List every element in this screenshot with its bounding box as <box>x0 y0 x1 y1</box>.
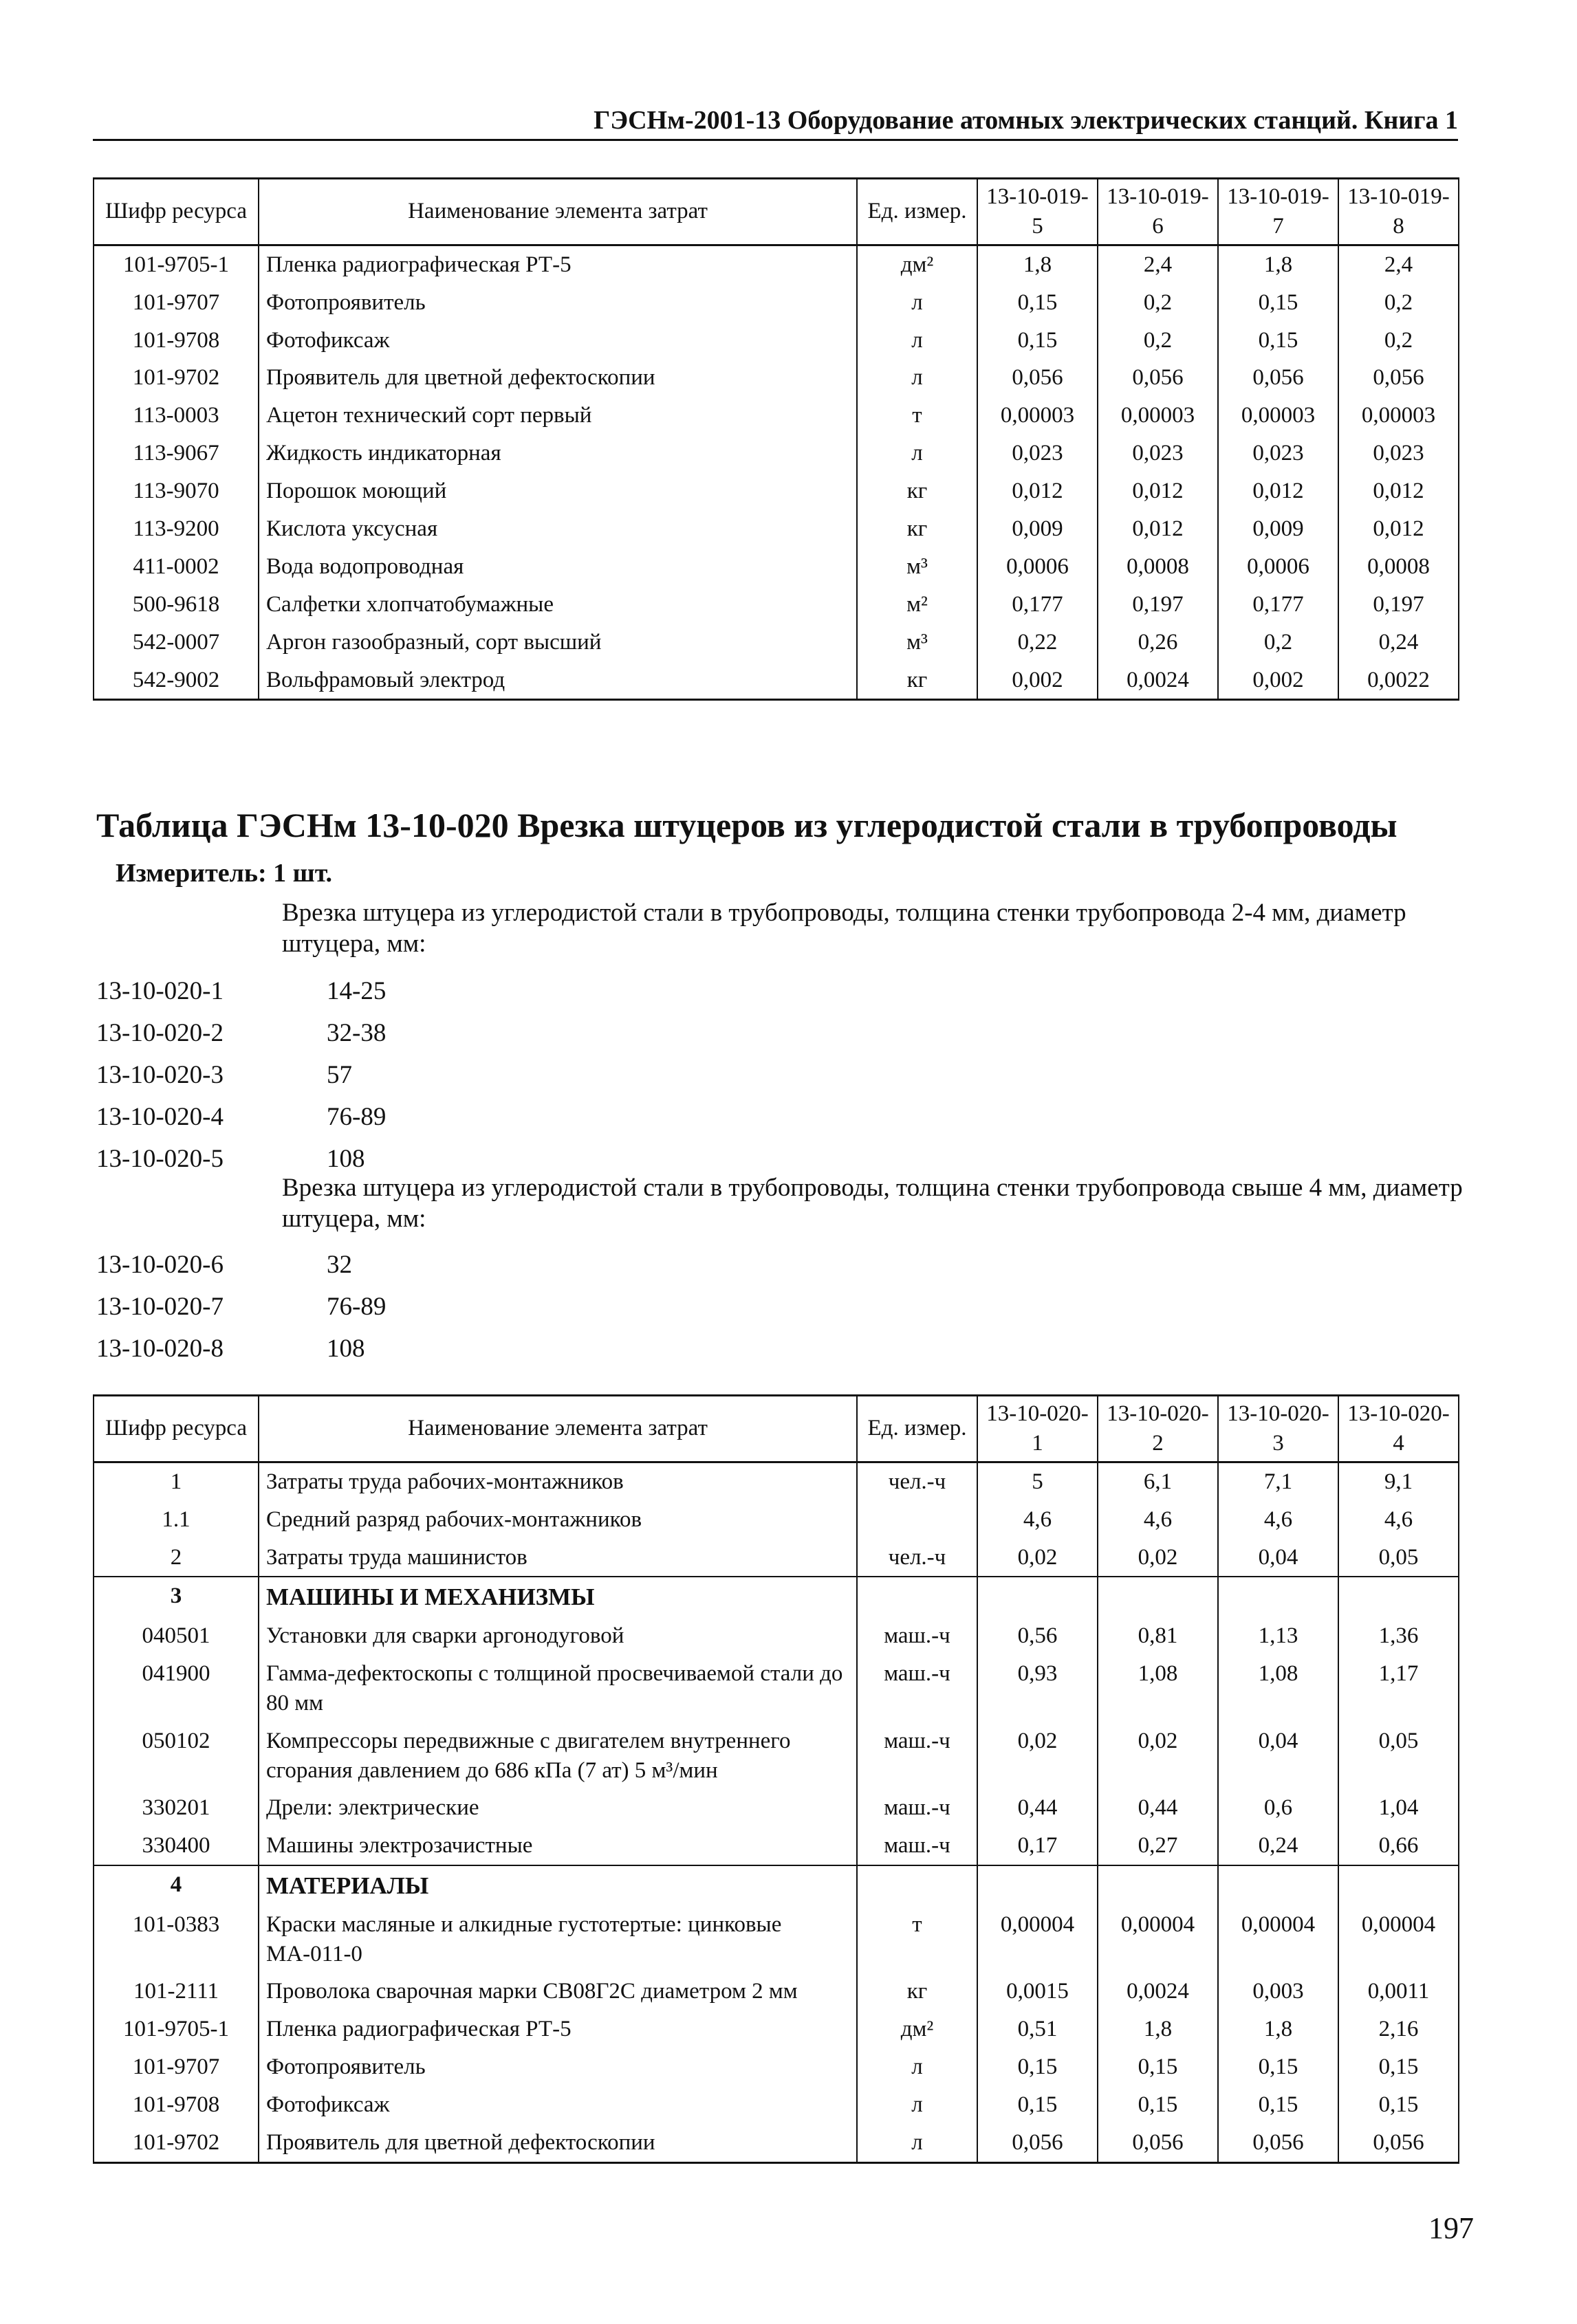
table-row <box>94 1655 1459 1722</box>
column-header: Наименование элемента затрат <box>259 1396 857 1462</box>
resource-name: Жидкость индикаторная <box>259 435 857 472</box>
item-code: 13-10-020-4 <box>96 1103 224 1131</box>
resource-value: 7,1 <box>1218 1462 1338 1500</box>
resource-value: 0,0006 <box>1218 548 1338 586</box>
resource-value <box>977 1577 1098 1617</box>
resource-value: 0,00003 <box>1098 397 1218 435</box>
resource-value: 0,22 <box>977 624 1098 661</box>
table-row <box>94 2048 1459 2086</box>
table-row <box>94 548 1459 586</box>
resource-value: 0,00004 <box>1338 1906 1459 1973</box>
column-header: Наименование элемента затрат <box>259 179 857 245</box>
resource-unit: л <box>857 435 977 472</box>
table-row <box>94 2010 1459 2048</box>
resource-name: Вольфрамовый электрод <box>259 661 857 700</box>
resource-value: 0,15 <box>1218 2048 1338 2086</box>
resource-value: 0,056 <box>977 2124 1098 2162</box>
resource-name: Кислота уксусная <box>259 510 857 548</box>
table-row <box>94 245 1459 283</box>
column-header: 13-10-019-7 <box>1218 179 1338 245</box>
item-code: 13-10-020-2 <box>96 1019 224 1047</box>
item-code: 13-10-020-7 <box>96 1293 224 1321</box>
resource-value: 0,197 <box>1098 586 1218 624</box>
resource-value: 0,56 <box>977 1617 1098 1655</box>
resource-unit: чел.-ч <box>857 1462 977 1500</box>
measure-value: 1 шт. <box>273 859 333 888</box>
resource-code: 113-9200 <box>94 510 259 548</box>
resource-code: 542-9002 <box>94 661 259 700</box>
resource-name: Порошок моющий <box>259 472 857 510</box>
item-code: 13-10-020-3 <box>96 1061 224 1089</box>
resource-code: 101-9702 <box>94 359 259 397</box>
table-row <box>94 1827 1459 1865</box>
resource-value: 0,00004 <box>1218 1906 1338 1973</box>
resource-code: 101-9708 <box>94 2086 259 2124</box>
resource-code: 113-0003 <box>94 397 259 435</box>
table-row <box>94 1973 1459 2010</box>
table-row <box>94 1501 1459 1539</box>
resource-unit: м³ <box>857 624 977 661</box>
resource-code: 101-9708 <box>94 322 259 360</box>
column-header: Шифр ресурса <box>94 179 259 245</box>
resource-value: 0,002 <box>977 661 1098 700</box>
resource-value: 0,51 <box>977 2010 1098 2048</box>
resource-name: Дрели: электрические <box>259 1789 857 1827</box>
resource-code: 040501 <box>94 1617 259 1655</box>
resource-value: 2,16 <box>1338 2010 1459 2048</box>
resource-value: 0,177 <box>1218 586 1338 624</box>
resource-value: 0,15 <box>1338 2048 1459 2086</box>
resource-value: 2,4 <box>1338 245 1459 283</box>
resource-unit: маш.-ч <box>857 1655 977 1722</box>
resource-value: 0,012 <box>1338 472 1459 510</box>
resource-name: Краски масляные и алкидные густотертые: цинковые МА-011-0 <box>259 1906 857 1973</box>
resource-value: 1,8 <box>1098 2010 1218 2048</box>
resource-value: 4,6 <box>1098 1501 1218 1539</box>
resource-value: 0,023 <box>1218 435 1338 472</box>
resource-table-020 <box>93 1394 1459 2164</box>
resource-code: 041900 <box>94 1655 259 1722</box>
resource-value: 1,13 <box>1218 1617 1338 1655</box>
resource-name: МАТЕРИАЛЫ <box>259 1865 857 1906</box>
resource-name: Пленка радиографическая РТ-5 <box>259 245 857 283</box>
table-row <box>94 1722 1459 1790</box>
resource-code: 101-0383 <box>94 1906 259 1973</box>
resource-unit: кг <box>857 1973 977 2010</box>
resource-value <box>1098 1865 1218 1906</box>
item-name: 108 <box>327 1335 365 1363</box>
resource-value <box>1218 1865 1338 1906</box>
resource-value: 0,00003 <box>977 397 1098 435</box>
resource-code: 330201 <box>94 1789 259 1827</box>
resource-value <box>1338 1865 1459 1906</box>
resource-value: 1,8 <box>1218 2010 1338 2048</box>
resource-value: 0,26 <box>1098 624 1218 661</box>
resource-value: 9,1 <box>1338 1462 1459 1500</box>
resource-name: Компрессоры передвижные с двигателем внутреннего сгорания давлением до 686 кПа (7 ат) 5 м³/мин <box>259 1722 857 1790</box>
resource-value: 0,2 <box>1098 322 1218 360</box>
table-row <box>94 359 1459 397</box>
table-row <box>94 2124 1459 2162</box>
resource-code: 330400 <box>94 1827 259 1865</box>
resource-value: 0,00003 <box>1218 397 1338 435</box>
column-header: 13-10-019-6 <box>1098 179 1218 245</box>
item-code: 13-10-020-8 <box>96 1335 224 1363</box>
resource-value: 0,197 <box>1338 586 1459 624</box>
resource-value <box>1218 1577 1338 1617</box>
table-row <box>94 1617 1459 1655</box>
resource-value: 0,003 <box>1218 1973 1338 2010</box>
resource-value: 0,009 <box>977 510 1098 548</box>
resource-code: 1.1 <box>94 1501 259 1539</box>
resource-value: 0,15 <box>977 284 1098 322</box>
resource-value: 0,6 <box>1218 1789 1338 1827</box>
resource-value: 0,81 <box>1098 1617 1218 1655</box>
resource-name: Пленка радиографическая РТ-5 <box>259 2010 857 2048</box>
column-header: Ед. измер. <box>857 179 977 245</box>
resource-value: 0,009 <box>1218 510 1338 548</box>
resource-code: 113-9070 <box>94 472 259 510</box>
running-header: ГЭСНм-2001-13 Оборудование атомных электрических станций. Книга 1 <box>93 103 1458 141</box>
resource-value: 0,02 <box>1098 1539 1218 1577</box>
resource-unit: л <box>857 2124 977 2162</box>
resource-value: 0,15 <box>1218 322 1338 360</box>
resource-value: 1,8 <box>977 245 1098 283</box>
resource-value: 0,0008 <box>1338 548 1459 586</box>
resource-value: 1,04 <box>1338 1789 1459 1827</box>
table-row <box>94 322 1459 360</box>
resource-name: Фотофиксаж <box>259 2086 857 2124</box>
resource-value: 0,24 <box>1338 624 1459 661</box>
resource-value: 0,023 <box>977 435 1098 472</box>
resource-value: 0,00003 <box>1338 397 1459 435</box>
resource-name: Установки для сварки аргонодуговой <box>259 1617 857 1655</box>
resource-unit <box>857 1501 977 1539</box>
resource-value: 4,6 <box>977 1501 1098 1539</box>
resource-unit: л <box>857 359 977 397</box>
item-name: 14-25 <box>327 977 387 1005</box>
item-name: 32-38 <box>327 1019 387 1047</box>
resource-unit: кг <box>857 661 977 700</box>
resource-value: 0,15 <box>1098 2048 1218 2086</box>
item-code: 13-10-020-6 <box>96 1251 224 1279</box>
resource-code: 3 <box>94 1577 259 1617</box>
resource-value: 0,056 <box>1338 359 1459 397</box>
item-name: 108 <box>327 1145 365 1173</box>
table-row <box>94 2086 1459 2124</box>
resource-value: 0,15 <box>1338 2086 1459 2124</box>
resource-value: 0,15 <box>1098 2086 1218 2124</box>
resource-value: 5 <box>977 1462 1098 1500</box>
resource-value: 0,05 <box>1338 1722 1459 1790</box>
resource-unit: т <box>857 1906 977 1973</box>
table-row <box>94 284 1459 322</box>
resource-value: 0,2 <box>1338 322 1459 360</box>
resource-unit <box>857 1577 977 1617</box>
resource-unit: кг <box>857 510 977 548</box>
resource-value <box>977 1865 1098 1906</box>
resource-value: 0,04 <box>1218 1722 1338 1790</box>
resource-value: 0,012 <box>1098 510 1218 548</box>
resource-value: 6,1 <box>1098 1462 1218 1500</box>
resource-code: 101-9707 <box>94 284 259 322</box>
resource-value: 0,2 <box>1338 284 1459 322</box>
column-header: Ед. измер. <box>857 1396 977 1462</box>
group-description: Врезка штуцера из углеродистой стали в трубопроводы, толщина стенки трубопровода 2-4 мм, диаметр штуцера, мм: <box>282 899 1406 958</box>
resource-unit: маш.-ч <box>857 1827 977 1865</box>
resource-code: 101-9707 <box>94 2048 259 2086</box>
table-row <box>94 1462 1459 1500</box>
resource-unit: л <box>857 2086 977 2124</box>
resource-unit: л <box>857 284 977 322</box>
resource-value: 0,056 <box>1098 2124 1218 2162</box>
resource-value: 0,44 <box>1098 1789 1218 1827</box>
resource-name: Аргон газообразный, сорт высший <box>259 624 857 661</box>
item-name: 76-89 <box>327 1293 387 1321</box>
resource-code: 4 <box>94 1865 259 1906</box>
resource-code: 542-0007 <box>94 624 259 661</box>
resource-value: 0,0015 <box>977 1973 1098 2010</box>
column-header: 13-10-020-4 <box>1338 1396 1459 1462</box>
resource-code: 411-0002 <box>94 548 259 586</box>
resource-value: 0,0024 <box>1098 1973 1218 2010</box>
resource-value: 0,002 <box>1218 661 1338 700</box>
table-row <box>94 397 1459 435</box>
resource-value: 0,44 <box>977 1789 1098 1827</box>
resource-value: 0,15 <box>977 2048 1098 2086</box>
resource-unit: маш.-ч <box>857 1789 977 1827</box>
resource-name: Проволока сварочная марки СВ08Г2С диаметром 2 мм <box>259 1973 857 2010</box>
resource-code: 101-2111 <box>94 1973 259 2010</box>
resource-code: 113-9067 <box>94 435 259 472</box>
resource-value: 0,17 <box>977 1827 1098 1865</box>
resource-value: 0,05 <box>1338 1539 1459 1577</box>
resource-unit: м³ <box>857 548 977 586</box>
resource-value <box>1338 1577 1459 1617</box>
resource-unit: маш.-ч <box>857 1617 977 1655</box>
resource-value: 1,17 <box>1338 1655 1459 1722</box>
item-code: 13-10-020-1 <box>96 977 224 1005</box>
resource-unit: дм² <box>857 245 977 283</box>
resource-code: 1 <box>94 1462 259 1500</box>
resource-unit: л <box>857 322 977 360</box>
group-description: Врезка штуцера из углеродистой стали в трубопроводы, толщина стенки трубопровода свыше 4 мм, диаметр штуцера, мм: <box>282 1174 1463 1233</box>
resource-name: Вода водопроводная <box>259 548 857 586</box>
resource-unit: м² <box>857 586 977 624</box>
resource-value <box>1098 1577 1218 1617</box>
resource-value: 0,00004 <box>1098 1906 1218 1973</box>
resource-value: 0,24 <box>1218 1827 1338 1865</box>
resource-name: Фотопроявитель <box>259 2048 857 2086</box>
resource-value: 0,0006 <box>977 548 1098 586</box>
resource-code: 500-9618 <box>94 586 259 624</box>
resource-value: 0,93 <box>977 1655 1098 1722</box>
resource-value: 0,056 <box>1338 2124 1459 2162</box>
resource-value: 1,36 <box>1338 1617 1459 1655</box>
resource-name: Машины электрозачистные <box>259 1827 857 1865</box>
item-code: 13-10-020-5 <box>96 1145 224 1173</box>
table-row <box>94 586 1459 624</box>
resource-name: Средний разряд рабочих-монтажников <box>259 1501 857 1539</box>
resource-name: МАШИНЫ И МЕХАНИЗМЫ <box>259 1577 857 1617</box>
resource-name: Ацетон технический сорт первый <box>259 397 857 435</box>
resource-value: 0,023 <box>1098 435 1218 472</box>
item-name: 76-89 <box>327 1103 387 1131</box>
resource-value: 0,2 <box>1098 284 1218 322</box>
column-header: Шифр ресурса <box>94 1396 259 1462</box>
resource-value: 0,012 <box>977 472 1098 510</box>
resource-unit <box>857 1865 977 1906</box>
resource-unit: дм² <box>857 2010 977 2048</box>
resource-value: 0,056 <box>1218 2124 1338 2162</box>
resource-value: 0,02 <box>977 1722 1098 1790</box>
resource-name: Салфетки хлопчатобумажные <box>259 586 857 624</box>
resource-value: 1,08 <box>1098 1655 1218 1722</box>
resource-name: Затраты труда машинистов <box>259 1539 857 1577</box>
resource-unit: л <box>857 2048 977 2086</box>
resource-value: 1,8 <box>1218 245 1338 283</box>
resource-value: 4,6 <box>1218 1501 1338 1539</box>
table-row <box>94 435 1459 472</box>
page-number: 197 <box>1428 2211 1474 2245</box>
resource-code: 2 <box>94 1539 259 1577</box>
resource-unit: т <box>857 397 977 435</box>
resource-value: 0,66 <box>1338 1827 1459 1865</box>
resource-value: 0,04 <box>1218 1539 1338 1577</box>
resource-value: 4,6 <box>1338 1501 1459 1539</box>
resource-name: Фотопроявитель <box>259 284 857 322</box>
table-row <box>94 1906 1459 1973</box>
resource-value: 0,177 <box>977 586 1098 624</box>
resource-value: 0,0024 <box>1098 661 1218 700</box>
table-row <box>94 1577 1459 1617</box>
resource-value: 0,15 <box>1218 2086 1338 2124</box>
resource-value: 0,056 <box>977 359 1098 397</box>
resource-value: 0,0022 <box>1338 661 1459 700</box>
resource-value: 0,02 <box>977 1539 1098 1577</box>
column-header: 13-10-019-8 <box>1338 179 1459 245</box>
resource-value: 0,15 <box>1218 284 1338 322</box>
resource-value: 0,012 <box>1218 472 1338 510</box>
column-header: 13-10-020-3 <box>1218 1396 1338 1462</box>
column-header: 13-10-019-5 <box>977 179 1098 245</box>
resource-name: Проявитель для цветной дефектоскопии <box>259 2124 857 2162</box>
resource-unit: маш.-ч <box>857 1722 977 1790</box>
resource-value: 0,012 <box>1098 472 1218 510</box>
resource-code: 101-9705-1 <box>94 245 259 283</box>
resource-value: 0,02 <box>1098 1722 1218 1790</box>
resource-code: 101-9702 <box>94 2124 259 2162</box>
table-row <box>94 510 1459 548</box>
resource-value: 0,023 <box>1338 435 1459 472</box>
column-header: 13-10-020-1 <box>977 1396 1098 1462</box>
resource-code: 101-9705-1 <box>94 2010 259 2048</box>
table-row <box>94 1539 1459 1577</box>
item-name: 32 <box>327 1251 352 1279</box>
measure-line <box>116 858 332 888</box>
resource-value: 0,056 <box>1098 359 1218 397</box>
resource-value: 0,15 <box>977 322 1098 360</box>
resource-unit: кг <box>857 472 977 510</box>
column-header: 13-10-020-2 <box>1098 1396 1218 1462</box>
resource-code: 050102 <box>94 1722 259 1790</box>
table-row <box>94 624 1459 661</box>
resource-value: 0,0008 <box>1098 548 1218 586</box>
resource-value: 0,056 <box>1218 359 1338 397</box>
table-row <box>94 1789 1459 1827</box>
resource-value: 0,00004 <box>977 1906 1098 1973</box>
resource-table-019 <box>93 177 1459 701</box>
table-title: Таблица ГЭСНм 13-10-020 Врезка штуцеров из углеродистой стали в трубопроводы <box>96 806 1397 844</box>
table-row <box>94 472 1459 510</box>
resource-name: Затраты труда рабочих-монтажников <box>259 1462 857 1500</box>
resource-value: 0,2 <box>1218 624 1338 661</box>
resource-name: Фотофиксаж <box>259 322 857 360</box>
table-row <box>94 1865 1459 1906</box>
resource-value: 0,15 <box>977 2086 1098 2124</box>
table-row <box>94 661 1459 700</box>
resource-name: Гамма-дефектоскопы с толщиной просвечиваемой стали до 80 мм <box>259 1655 857 1722</box>
resource-value: 2,4 <box>1098 245 1218 283</box>
resource-unit: чел.-ч <box>857 1539 977 1577</box>
resource-value: 0,012 <box>1338 510 1459 548</box>
resource-value: 0,27 <box>1098 1827 1218 1865</box>
item-name: 57 <box>327 1061 352 1089</box>
resource-value: 0,0011 <box>1338 1973 1459 2010</box>
resource-name: Проявитель для цветной дефектоскопии <box>259 359 857 397</box>
measure-label: Измеритель: <box>116 859 267 888</box>
resource-value: 1,08 <box>1218 1655 1338 1722</box>
